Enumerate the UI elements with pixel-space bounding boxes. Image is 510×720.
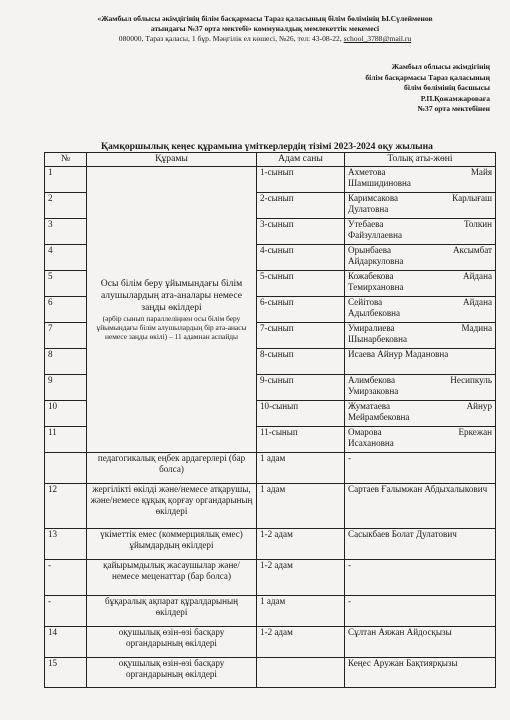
row-composition: педагогикалық еңбек ардагерлері (бар болса): [87, 453, 257, 484]
given-name: Еркежан: [458, 427, 492, 437]
patronymic: Темирхановна: [348, 282, 404, 292]
row-composition: бұқаралық ақпарат құралдарының өкілдері: [87, 596, 257, 627]
row-full-name: [345, 375, 496, 401]
row-number: 2: [45, 193, 87, 219]
addressee-block: [300, 62, 490, 115]
row-count: 1-2 адам: [257, 627, 345, 658]
addressee-line: білім басқармасы Тараз қаласының: [365, 72, 490, 82]
given-name: Аксымбат: [452, 245, 492, 255]
patronymic: Умирзаковна: [348, 386, 399, 396]
letterhead: [40, 14, 490, 44]
surname: Умиралиева: [348, 323, 395, 333]
table-header-row: [45, 153, 496, 167]
patronymic: Исахановна: [348, 438, 394, 448]
patronymic: Адылбековна: [348, 308, 401, 318]
header-count: Адам саны: [257, 153, 345, 167]
row-count: [257, 658, 345, 688]
surname: Омарова: [348, 427, 382, 437]
row-full-name: Сасыкбаев Болат Дулатович: [345, 529, 496, 560]
patronymic: Айдаркуловна: [348, 256, 404, 266]
parents-composition-note: (әрбір сынып параллеліңнен осы білім беру ұйымындағы білім алушылардың бір ата-анасы немесе заңды өкілі) – 11 адамнан аспайды: [96, 314, 247, 341]
row-count: 1-2 адам: [257, 529, 345, 560]
row-number: 6: [45, 297, 87, 323]
given-name: Айдана: [463, 297, 492, 307]
table-row: [45, 484, 496, 529]
patronymic: Шынарбековна: [348, 334, 407, 344]
row-number: 9: [45, 375, 87, 401]
row-count: 6-сынып: [257, 297, 345, 323]
table-row: [45, 453, 496, 484]
row-number: 7: [45, 323, 87, 349]
parents-composition-main: Осы білім беру ұйымындағы білім алушылардың ата-аналары немесе заңды өкілдері: [100, 278, 243, 313]
surname: Кожабекова: [348, 271, 394, 281]
candidates-table: [44, 152, 496, 688]
parents-composition-cell: [87, 167, 257, 453]
row-full-name: [345, 245, 496, 271]
row-number: 3: [45, 219, 87, 245]
address-text: 080000, Тараз қаласы, 1 бұр. Мәңгілік ел көшесі, №26, тел: 43-08-22,: [118, 34, 342, 43]
row-composition: оқушылық өзін-өзі басқару органдарының өкілдері: [87, 627, 257, 658]
patronymic: Файзуллаевна: [348, 230, 402, 240]
row-full-name: [345, 271, 496, 297]
table-row: [45, 627, 496, 658]
row-number: [45, 453, 87, 484]
header-full-name: Толық аты-жөні: [345, 153, 496, 167]
row-composition: жергілікті өкілді және/немесе атқарушы, және/немесе құқық қорғау органдарының өкілдері: [87, 484, 257, 529]
given-name: Толкин: [464, 219, 492, 229]
row-count: 5-сынып: [257, 271, 345, 297]
header-composition: Құрамы: [87, 153, 257, 167]
table-row: [45, 167, 496, 193]
addressee-line: Р.П.Қожамжароваға: [420, 93, 490, 103]
row-count: 9-сынып: [257, 375, 345, 401]
row-count: 1 адам: [257, 596, 345, 627]
header-number: №: [45, 153, 87, 167]
row-full-name: [345, 401, 496, 427]
row-full-name: [345, 297, 496, 323]
table-row: [45, 596, 496, 627]
surname: Ахметова: [348, 167, 386, 177]
row-number: 8: [45, 349, 87, 375]
row-full-name: Сартаев Ғалымжан Абдыхалыкович: [345, 484, 496, 529]
letterhead-address: [40, 34, 490, 44]
row-number: 14: [45, 627, 87, 658]
row-full-name: Исаева Айнур Мадановна: [345, 349, 496, 375]
letterhead-line-1: «Жамбыл облысы әкімдігінің білім басқармасы Тараз қаласының білім бөлімінің Ы.Сүлейменов: [97, 14, 433, 23]
row-full-name: [345, 323, 496, 349]
table-row: [45, 658, 496, 688]
row-number: -: [45, 560, 87, 596]
row-full-name: [345, 427, 496, 453]
row-number: 11: [45, 427, 87, 453]
row-full-name: -: [345, 560, 496, 596]
row-full-name: [345, 193, 496, 219]
given-name: Несипкуль: [450, 375, 492, 385]
row-number: 10: [45, 401, 87, 427]
row-number: -: [45, 596, 87, 627]
row-count: 1-2 адам: [257, 560, 345, 596]
row-count: 1 адам: [257, 484, 345, 529]
row-full-name: -: [345, 596, 496, 627]
email-link[interactable]: school_3788@mail.ru: [343, 34, 412, 43]
row-count: 1-сынып: [257, 167, 345, 193]
letterhead-line-2: атындағы №37 орта мектебі» коммуналдық мемлекеттік мекемесі: [150, 24, 380, 33]
surname: Сейітова: [348, 297, 383, 307]
given-name: Айдана: [463, 271, 492, 281]
surname: Орынбаева: [348, 245, 391, 255]
table-row: [45, 529, 496, 560]
row-count: 3-сынып: [257, 219, 345, 245]
addressee-line: Жамбыл облысы әкімдігінің: [391, 62, 490, 71]
row-count: 8-сынып: [257, 349, 345, 375]
row-composition: үкіметтік емес (коммерциялық емес) ұйымдардың өкілдері: [87, 529, 257, 560]
given-name: Мадина: [461, 323, 492, 333]
row-composition: қайырымдылық жасаушылар және/немесе меценаттар (бар болса): [87, 560, 257, 596]
document-title: Қамқоршылық кеңес құрамына үміткерлердің тізімі 2023-2024 оқу жылына: [101, 141, 433, 152]
row-number: 13: [45, 529, 87, 560]
surname: Жуматаева: [348, 401, 390, 411]
table-body: [45, 167, 496, 688]
row-composition: оқушылық өзін-өзі басқару органдарының өкілдері: [87, 658, 257, 688]
given-name: Карлығаш: [452, 193, 492, 203]
row-number: 15: [45, 658, 87, 688]
surname: Утебаева: [348, 219, 384, 229]
row-count: 7-сынып: [257, 323, 345, 349]
row-full-name: [345, 219, 496, 245]
row-number: 4: [45, 245, 87, 271]
surname: Алимбекова: [348, 375, 395, 385]
row-number: 1: [45, 167, 87, 193]
row-full-name: -: [345, 453, 496, 484]
row-count: 4-сынып: [257, 245, 345, 271]
row-count: 11-сынып: [257, 427, 345, 453]
row-count: 10-сынып: [257, 401, 345, 427]
row-full-name: [345, 167, 496, 193]
given-name: Майя: [470, 167, 492, 177]
table-row: [45, 560, 496, 596]
row-full-name: Сұлтан Аяжан Айдосқызы: [345, 627, 496, 658]
surname: Каримсакова: [348, 193, 399, 203]
addressee-line: №37 орта мектебінен: [417, 104, 490, 113]
patronymic: Шамшидиновна: [348, 178, 411, 188]
patronymic: Мейрамбековна: [348, 412, 410, 422]
row-number: 12: [45, 484, 87, 529]
row-number: 5: [45, 271, 87, 297]
addressee-line: білім бөлімінің басшысы: [404, 83, 490, 92]
patronymic: Дулатовна: [348, 204, 389, 214]
row-count: 1 адам: [257, 453, 345, 484]
row-count: 2-сынып: [257, 193, 345, 219]
row-full-name: Кеңес Аружан Бақтиярқызы: [345, 658, 496, 688]
given-name: Айнур: [466, 401, 492, 411]
